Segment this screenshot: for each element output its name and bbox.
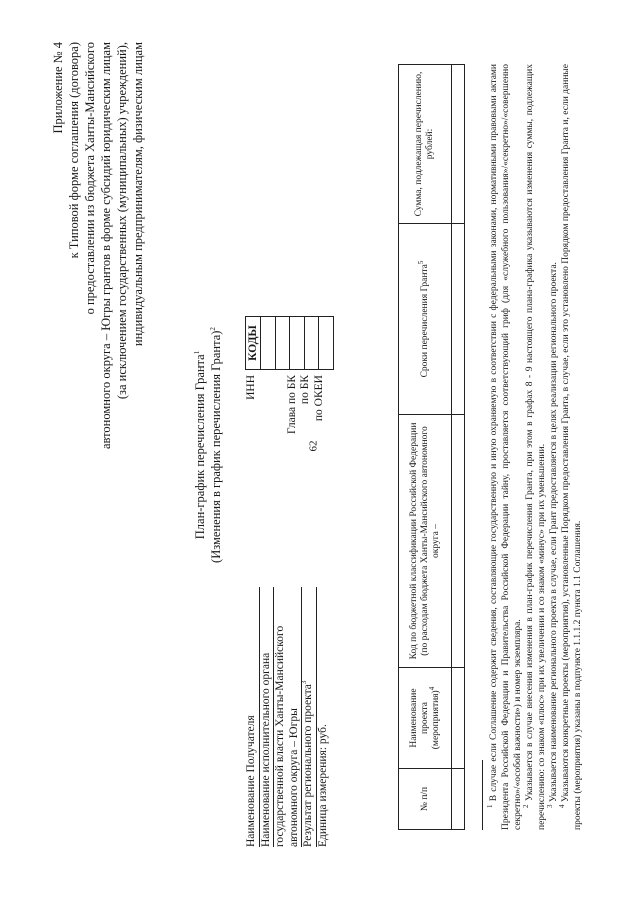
code-label-po-bk: по БК: [299, 375, 311, 405]
unit-line: Единица измерения: руб.: [316, 724, 329, 847]
col-schedule-header: Сроки перечисления Гранта$^5$: [399, 224, 452, 415]
title-line-2: (Изменения в график перечисления Гранта)$^2$: [208, 327, 223, 563]
footnote-2: $^2$ Указывается в случае внесения изменения в план-график перечисления Гранта, при этом в графах 8 - 9 настоящего плана-графика указываются изменения суммы, подлежащих перечислению: со знаком «плюс» при их увеличении и со знаком «минус» при их уменьшении.: [521, 64, 547, 830]
appendix-line: о предоставлении из бюджета Ханты-Мансийского: [83, 42, 97, 315]
code-cell: [276, 317, 291, 369]
code-label-glava: Глава по БК: [285, 375, 298, 434]
code-label-inn: ИНН: [245, 375, 257, 400]
table-cell: [452, 415, 465, 668]
code-cell-glava: [290, 317, 305, 369]
table-cell: [452, 668, 465, 769]
project-result-line: Результат регионального проекта$^3$: [302, 587, 317, 847]
codes-header: КОДЫ: [246, 317, 261, 369]
appendix-header: [50, 42, 146, 682]
title-line-1: План-график перечисления Гранта$^1$: [192, 350, 207, 540]
footnotes: [485, 63, 584, 830]
col-amount-header: Сумма, подлежащая перечислению, рублей:: [399, 65, 452, 224]
code-cell-inn: [261, 317, 276, 369]
codes-box: [245, 316, 334, 370]
table-cell: [452, 769, 465, 830]
appendix-line: (за исключением государственных (муниципальных) учреждений),: [115, 42, 129, 400]
document-title: [192, 215, 224, 675]
exec-body-line-1: Наименование исполнительного органа: [260, 587, 275, 847]
code-labels: [245, 375, 326, 485]
appendix-line: Приложение № 4: [51, 42, 65, 134]
footnote-4: $^4$ Указываются конкретные проекты (мероприятия), установленные Порядком предоставления Гранта, в случае, если это установлено Порядком предоставления Гранта и, если данные проекты (мероприятия) указаны в подпункте 1.1.1.2 пункта 1.1 Соглашения.: [557, 63, 583, 830]
recipient-info: [245, 587, 330, 847]
col-project-header: Наименование проекта (мероприятия)$^4$: [399, 668, 452, 769]
col-number-header: № п/п: [399, 769, 452, 830]
appendix-line: индивидуальным предпринимателям, физическим лицам: [131, 42, 145, 347]
footnote-1: $^1$ В случае если Соглашение содержит сведения, составляющие государственную и иную охраняемую в соответствии с федеральными законами, нормативными правовыми актами Президента Российской Федерации и Правительства Российской Федерации тайну, проставляется соответствующий гриф (для «служебного пользования»/«секретно»/«совершенно секретно»/«особой важности») и номер экземпляра.: [485, 63, 523, 830]
code-cell-po-bk: [305, 317, 320, 369]
exec-body-line-3: автономного округа – Югры: [288, 587, 303, 847]
table-cell: [452, 224, 465, 415]
code-cell-okei: [319, 317, 333, 369]
table-cell: [452, 65, 465, 224]
page-number: 62: [307, 440, 320, 452]
footnote-3: $^3$ Указывается наименование регионального проекта в случае, если Грант предоставляется в целях реализации регионального проекта.: [545, 262, 559, 808]
schedule-table: [398, 64, 465, 830]
appendix-line: автономного округа – Югры грантов в форме субсидий юридическим лицам: [99, 42, 113, 450]
exec-body-line-2: государственной власти Ханты-Мансийского: [274, 587, 288, 847]
table-header-row: [399, 65, 452, 830]
code-label-okei: по ОКЕИ: [312, 375, 325, 422]
col-budget-code-header: Код по бюджетной классификации Российской Федерации (по расходам бюджета Ханты-Мансийского автономного округа –: [399, 415, 452, 668]
appendix-line: к Типовой форме соглашения (договора): [67, 42, 81, 259]
code-label-blank-2: [272, 375, 286, 485]
table-row: [452, 65, 465, 830]
recipient-name-line: Наименование Получателя: [245, 587, 260, 847]
code-label-blank-1: [259, 375, 273, 485]
footnote-separator: [482, 760, 483, 830]
